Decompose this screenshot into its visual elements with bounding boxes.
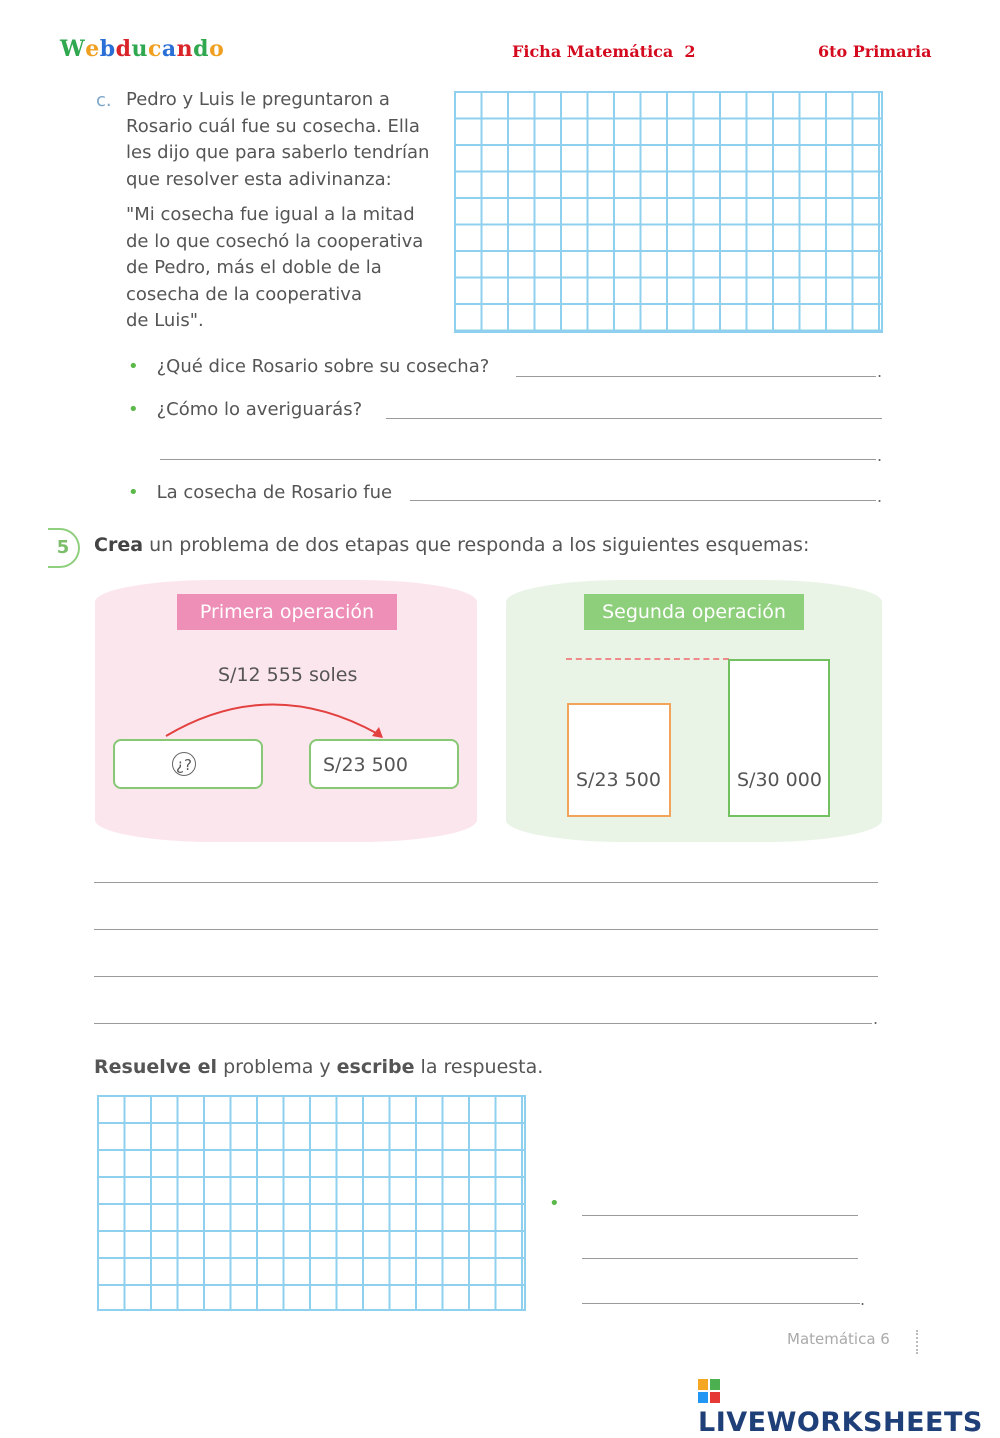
liveworksheets-logo-icon <box>698 1379 720 1403</box>
bullet-icon: • <box>128 356 139 377</box>
period: . <box>860 1290 866 1309</box>
question-bullet-3: • La cosecha de Rosario fue <box>128 482 393 503</box>
page-footer: Matemática 6 <box>787 1330 890 1348</box>
work-grid-bottom[interactable] <box>97 1095 526 1311</box>
resolve-instruction: Resuelve el problema y escribe la respuesta. <box>94 1056 544 1078</box>
page-marker <box>916 1330 920 1354</box>
response-line-3[interactable] <box>582 1303 860 1304</box>
big-bar <box>728 659 830 817</box>
grade-label: 6to Primaria <box>818 42 932 61</box>
arrow-amount: S/12 555 soles <box>218 664 358 686</box>
riddle-line: cosecha de la cooperativa <box>126 283 362 305</box>
writing-line-1[interactable] <box>94 882 878 883</box>
period: . <box>877 446 883 465</box>
second-operation-label: Segunda operación <box>584 594 804 630</box>
brand-letter: e <box>85 36 100 62</box>
answer-line-4[interactable] <box>410 500 876 501</box>
first-operation-label: Primera operación <box>177 594 397 630</box>
period: . <box>877 362 883 381</box>
question-mark-icon: ¿? <box>172 752 196 776</box>
bullet-icon: • <box>128 399 139 420</box>
answer-line-1[interactable] <box>516 376 876 377</box>
answer-line-3[interactable] <box>160 459 876 460</box>
worksheet-title: Ficha Matemática 2 <box>512 42 696 61</box>
brand-letter: a <box>161 36 177 62</box>
big-bar-value: S/30 000 <box>737 769 822 791</box>
brand-letter: b <box>99 36 116 62</box>
small-bar <box>567 703 671 817</box>
brand-letter: o <box>209 36 225 62</box>
work-grid-top[interactable] <box>454 91 883 333</box>
riddle-line: "Mi cosecha fue igual a la mitad <box>126 204 415 225</box>
response-line-1[interactable] <box>582 1215 858 1216</box>
item-c-riddle <box>126 202 446 335</box>
intro-line: que resolver esta adivinanza: <box>126 168 392 190</box>
brand-letter: c <box>148 36 162 62</box>
brand-letter: d <box>193 36 210 62</box>
brand-letter: d <box>115 36 132 62</box>
answer-line-2[interactable] <box>386 418 882 419</box>
period: . <box>877 487 883 506</box>
response-line-2[interactable] <box>582 1258 858 1259</box>
question-5-prompt: Crea un problema de dos etapas que responda a los siguientes esquemas: <box>94 534 810 556</box>
riddle-line: de Pedro, más el doble de la <box>126 257 382 278</box>
item-letter: c. <box>96 90 112 111</box>
writing-line-2[interactable] <box>94 929 878 930</box>
bullet-icon: • <box>128 482 139 503</box>
writing-line-4[interactable] <box>94 1023 872 1024</box>
item-c-intro <box>126 87 446 193</box>
question-bullet-2: • ¿Cómo lo averiguarás? <box>128 399 363 420</box>
writing-line-3[interactable] <box>94 976 878 977</box>
brand-letter: n <box>176 36 194 62</box>
question-bullet-1: • ¿Qué dice Rosario sobre su cosecha? <box>128 356 490 377</box>
riddle-line: de lo que cosechó la cooperativa <box>126 230 424 252</box>
brand-letter: W <box>60 36 86 62</box>
brand-logo <box>60 36 224 62</box>
brand-letter: u <box>131 36 148 62</box>
bullet-icon: • <box>549 1193 560 1214</box>
question-number: 5 <box>48 528 80 568</box>
liveworksheets-watermark: LIVEWORKSHEETS <box>698 1376 1000 1438</box>
riddle-line: de Luis". <box>126 310 204 331</box>
period: . <box>873 1009 879 1028</box>
result-value: S/23 500 <box>323 754 408 776</box>
dashed-line <box>566 658 729 660</box>
intro-line: les dijo que para saberlo tendrían <box>126 142 430 163</box>
intro-line: Rosario cuál fue su cosecha. Ella <box>126 115 420 137</box>
intro-line: Pedro y Luis le preguntaron a <box>126 89 390 110</box>
small-bar-value: S/23 500 <box>576 769 661 791</box>
